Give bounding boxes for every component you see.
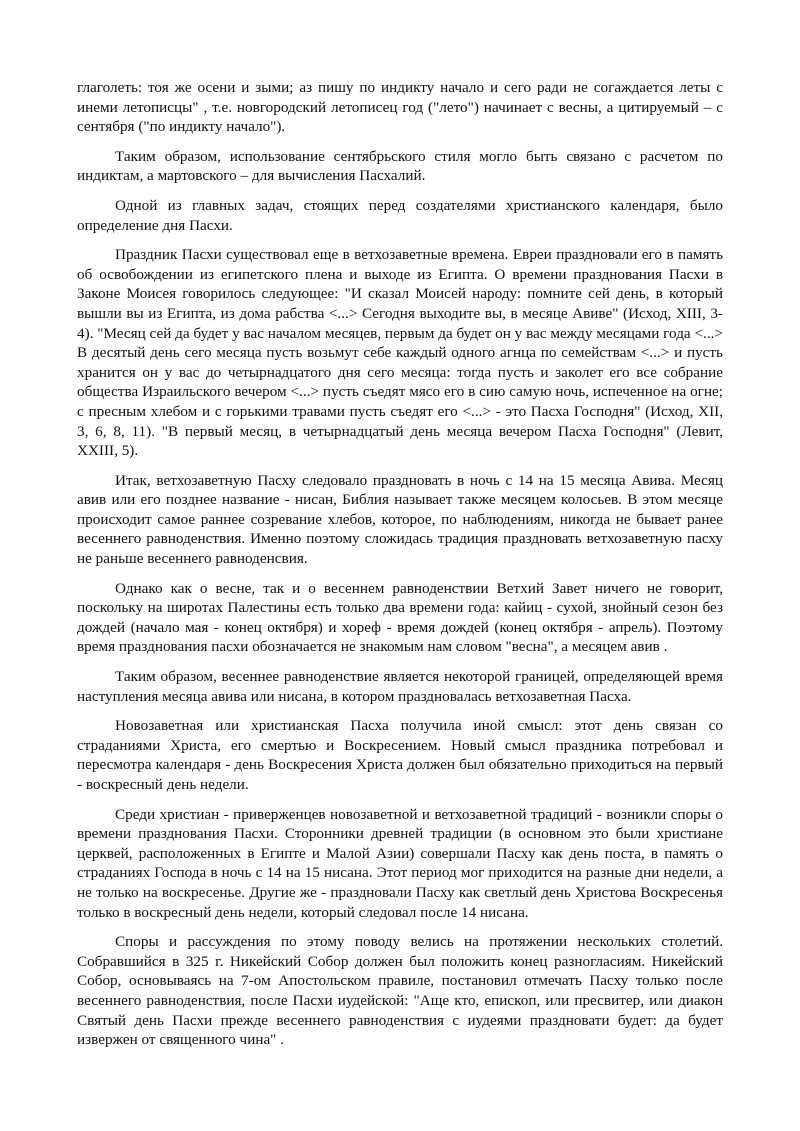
paragraph: Среди христиан - приверженцев новозаветной и ветхозаветной традиций - возникли споры о времени празднования Пасхи. Сторонники древней традиции (в основном это были христиане церквей, расположенных в Египте и Малой Азии) совершали Пасху как день поста, в память о страданиях Господа в ночь с 14 на 15 нисана. Этот период мог приходится на разные дни недели, а не только на воскресенье. Другие же - праздновали Пасху как светлый день Христова Воскресенья только в воскресный день недели, который следовал после 14 нисана. xyxy=(77,805,723,921)
document-page xyxy=(77,78,723,1060)
paragraph: Итак, ветхозаветную Пасху следовало праздновать в ночь с 14 на 15 месяца Авива. Месяц авив или его позднее название - нисан, Библия называет также месяцем колосьев. В этом месяце происходит самое раннее созревание хлебов, которое, по наблюдениям, никогда не бывает ранее весеннего равноденствия. Именно поэтому сложидась традиция праздновать ветхозаветную пасху не раньше весеннего равноденсвия. xyxy=(77,471,723,568)
paragraph: Однако как о весне, так и о весеннем равноденствии Ветхий Завет ничего не говорит, поскольку на широтах Палестины есть только два времени года: кайиц - сухой, знойный сезон без дождей (начало мая - конец октября) и хореф - время дождей (конец октября - апрель). Поэтому время празднования пасхи обозначается не знакомым нам словом "весна", а месяцем авив . xyxy=(77,579,723,656)
paragraph: Праздник Пасхи существовал еще в ветхозаветные времена. Евреи праздновали его в память об освобождении из египетского плена и выходе из Египта. О времени празднования Пасхи в Законе Моисея говорилось следующее: "И сказал Моисей народу: помните сей день, в который вышли вы из Египта, из дома рабства <...> Сегодня выходите вы, в месяце Авиве" (Исход, XIII, 3-4). "Месяц сей да будет у вас началом месяцев, первым да будет он у вас между месяцами года <...> В десятый день сего месяца пусть возьмут себе каждый одного агнца по семействам <...> и пусть хранится он у вас до четырнадцатого дня сего месяца: тогда пусть и заколет его все собрание общества Израильского вечером <...> пусть съедят мясо его в сию самую ночь, испеченное на огне; с пресным хлебом и с горькими травами пусть съедят его <...> - это Пасха Господня" (Исход, XII, 3, 6, 8, 11). "В первый месяц, в четырнадцатый день месяца вечером Пасха Господня" (Левит, XXIII, 5). xyxy=(77,246,723,460)
paragraph: Таким образом, использование сентябрьского стиля могло быть связано с расчетом по индиктам, а мартовского – для вычисления Пасхалий. xyxy=(77,147,723,185)
paragraph-continued: глаголеть: тоя же осени и зыми; аз пишу по индикту начало и сего ради не согаждается леты с инеми летописцы" , т.е. новгородский летописец год ("лето") начинает с весны, а цитируемый – с сентября ("по индикту начало"). xyxy=(77,79,723,136)
paragraph: Одной из главных задач, стоящих перед создателями христианского календаря, было определение дня Пасхи. xyxy=(77,196,723,234)
paragraph: Споры и рассуждения по этому поводу велись на протяжении нескольких столетий. Собравшийся в 325 г. Никейский Собор должен был положить конец разногласиям. Никейский Собор, основываясь на 7-ом Апостольском правиле, постановил отмечать Пасху только после весеннего равноденствия, после Пасхи иудейской: "Аще кто, епископ, или пресвитер, или диакон Святый день Пасхи прежде весеннего равноденствия с иудеями праздновати будет: да будет извержен от священного чина" . xyxy=(77,933,723,1049)
paragraph: Таким образом, весеннее равноденствие является некоторой границей, определяющей время наступления месяца авива или нисана, в котором праздновалась ветхозаветная Пасха. xyxy=(77,668,723,705)
paragraph: Новозаветная или христианская Пасха получила иной смысл: этот день связан со страданиями Христа, его смертью и Воскресением. Новый смысл праздника потребовал и пересмотра календаря - день Воскресения Христа должен был обязательно приходиться на первый - воскресный день недели. xyxy=(77,717,723,793)
